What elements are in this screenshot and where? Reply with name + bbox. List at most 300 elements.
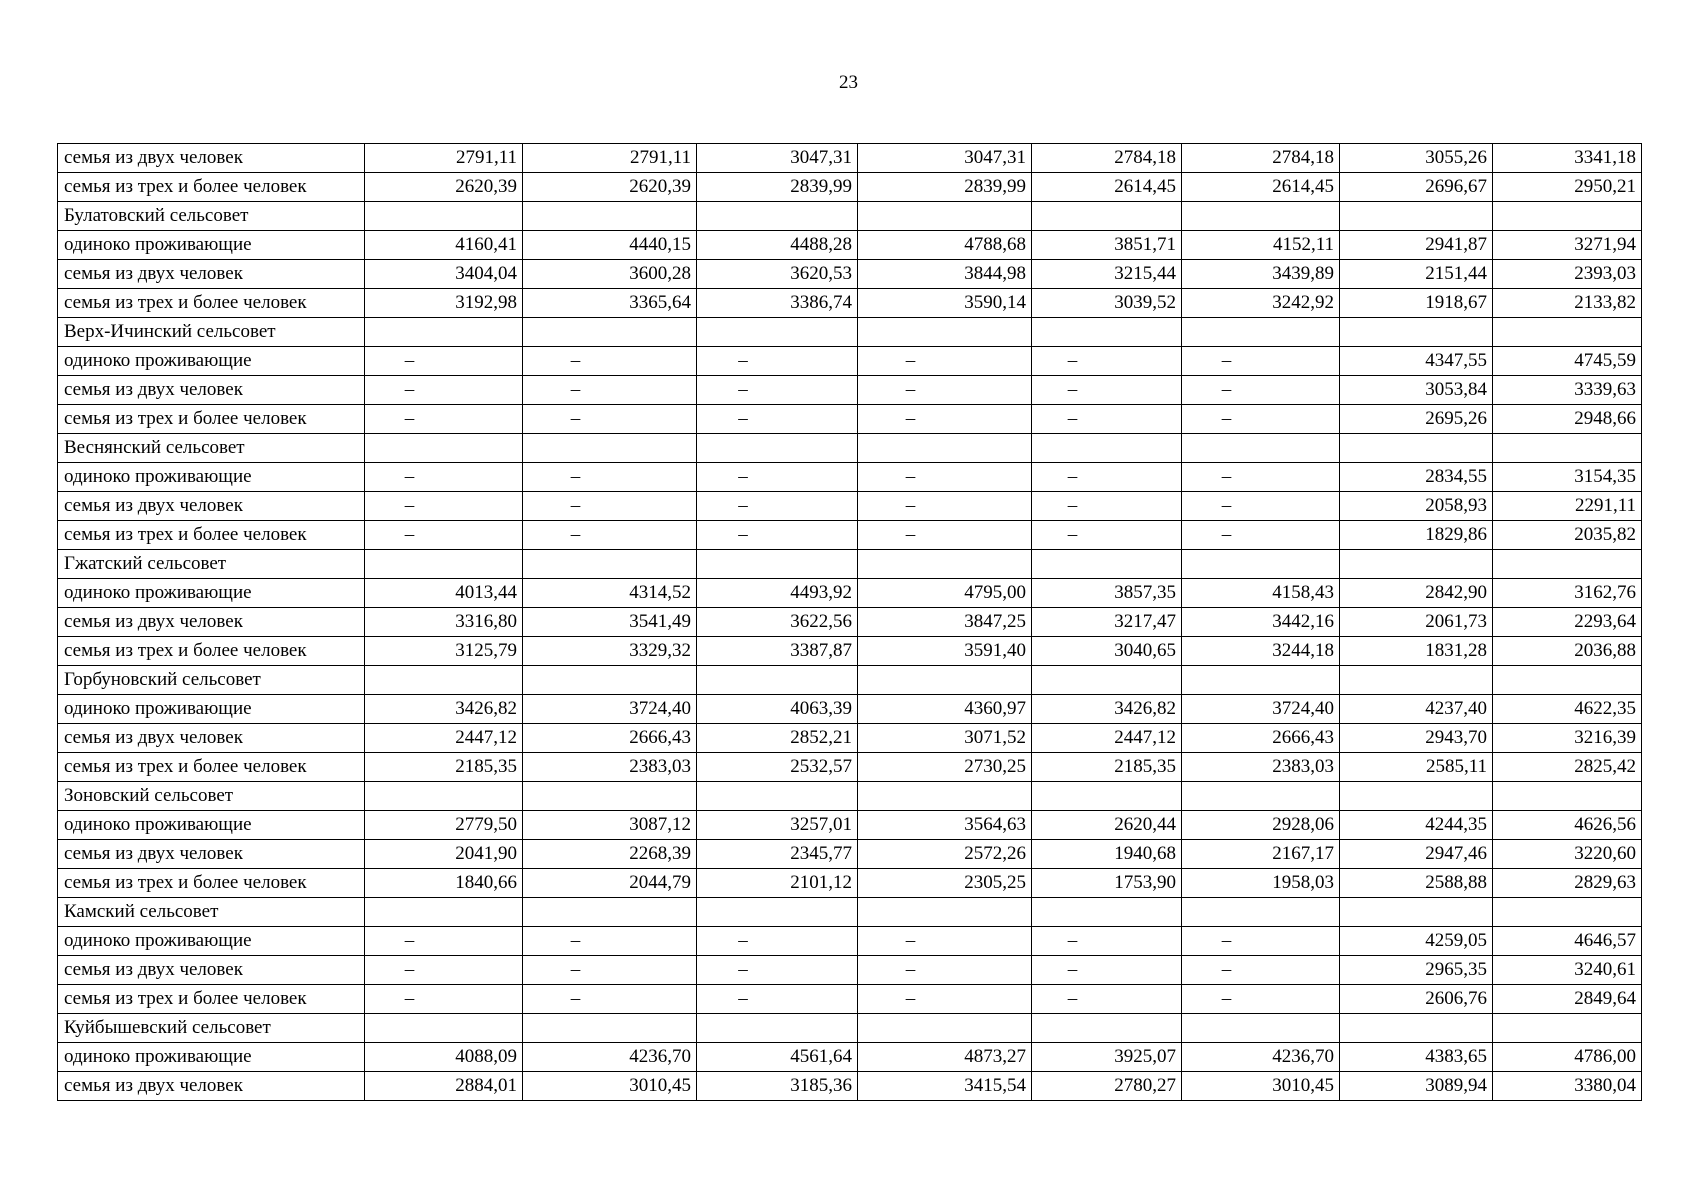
dash-mark: – [1221, 930, 1232, 951]
value-cell: 4646,57 [1493, 927, 1642, 956]
empty-value-cell [697, 985, 858, 1014]
blank-cell [523, 898, 697, 927]
value-cell: 4013,44 [365, 579, 523, 608]
section-row [58, 898, 1642, 927]
value-cell: 2943,70 [1340, 724, 1493, 753]
dash-mark: – [738, 930, 748, 951]
value-cell: 3600,28 [523, 260, 697, 289]
tariff-table [57, 143, 1642, 1101]
table-row [58, 840, 1642, 869]
empty-value-cell [523, 463, 697, 492]
value-cell: 3010,45 [1182, 1072, 1340, 1101]
row-label-cell: одиноко проживающие [58, 463, 365, 492]
dash-mark: – [404, 495, 415, 516]
dash-mark: – [404, 988, 415, 1009]
empty-value-cell [1182, 521, 1340, 550]
value-cell: 4158,43 [1182, 579, 1340, 608]
row-label-cell: семья из трех и более человек [58, 753, 365, 782]
dash-mark: – [1067, 466, 1078, 487]
value-cell: 3217,47 [1032, 608, 1182, 637]
value-cell: 2829,63 [1493, 869, 1642, 898]
empty-value-cell [523, 376, 697, 405]
table-row [58, 753, 1642, 782]
table-row [58, 521, 1642, 550]
table-row [58, 695, 1642, 724]
row-label-cell: семья из трех и более человек [58, 405, 365, 434]
value-cell: 3244,18 [1182, 637, 1340, 666]
empty-value-cell [1032, 492, 1182, 521]
dash-mark: – [738, 988, 748, 1009]
table-row [58, 579, 1642, 608]
value-cell: 2447,12 [365, 724, 523, 753]
dash-mark: – [738, 466, 748, 487]
blank-cell [858, 434, 1032, 463]
value-cell: 3851,71 [1032, 231, 1182, 260]
value-cell: 2614,45 [1032, 173, 1182, 202]
empty-value-cell [858, 376, 1032, 405]
value-cell: 3055,26 [1340, 144, 1493, 173]
value-cell: 2730,25 [858, 753, 1032, 782]
blank-cell [1340, 666, 1493, 695]
value-cell: 1958,03 [1182, 869, 1340, 898]
value-cell: 4063,39 [697, 695, 858, 724]
blank-cell [523, 1014, 697, 1043]
value-cell: 2572,26 [858, 840, 1032, 869]
row-label-cell: одиноко проживающие [58, 811, 365, 840]
value-cell: 4488,28 [697, 231, 858, 260]
value-cell: 2842,90 [1340, 579, 1493, 608]
value-cell: 3442,16 [1182, 608, 1340, 637]
blank-cell [1182, 1014, 1340, 1043]
value-cell: 3541,49 [523, 608, 697, 637]
value-cell: 2532,57 [697, 753, 858, 782]
value-cell: 2884,01 [365, 1072, 523, 1101]
dash-mark: – [1067, 408, 1078, 429]
blank-cell [523, 318, 697, 347]
table-row [58, 376, 1642, 405]
value-cell: 2588,88 [1340, 869, 1493, 898]
value-cell: 3387,87 [697, 637, 858, 666]
empty-value-cell [697, 492, 858, 521]
value-cell: 3365,64 [523, 289, 697, 318]
value-cell: 4786,00 [1493, 1043, 1642, 1072]
value-cell: 4088,09 [365, 1043, 523, 1072]
section-title-cell: Куйбышевский сельсовет [58, 1014, 365, 1043]
value-cell: 3426,82 [365, 695, 523, 724]
dash-mark: – [905, 930, 916, 951]
value-cell: 2791,11 [365, 144, 523, 173]
value-cell: 3857,35 [1032, 579, 1182, 608]
table-row [58, 724, 1642, 753]
value-cell: 3847,25 [858, 608, 1032, 637]
dash-mark: – [570, 959, 581, 980]
value-cell: 2035,82 [1493, 521, 1642, 550]
value-cell: 3220,60 [1493, 840, 1642, 869]
blank-cell [697, 666, 858, 695]
value-cell: 2614,45 [1182, 173, 1340, 202]
dash-mark: – [404, 379, 415, 400]
value-cell: 2666,43 [1182, 724, 1340, 753]
value-cell: 4236,70 [1182, 1043, 1340, 1072]
value-cell: 3620,53 [697, 260, 858, 289]
value-cell: 3439,89 [1182, 260, 1340, 289]
value-cell: 4873,27 [858, 1043, 1032, 1072]
empty-value-cell [365, 463, 523, 492]
blank-cell [1182, 666, 1340, 695]
value-cell: 3339,63 [1493, 376, 1642, 405]
dash-mark: – [738, 379, 748, 400]
value-cell: 3240,61 [1493, 956, 1642, 985]
empty-value-cell [365, 347, 523, 376]
value-cell: 2447,12 [1032, 724, 1182, 753]
blank-cell [697, 550, 858, 579]
blank-cell [1182, 318, 1340, 347]
blank-cell [1493, 434, 1642, 463]
row-label-cell: семья из трех и более человек [58, 637, 365, 666]
value-cell: 1831,28 [1340, 637, 1493, 666]
empty-value-cell [697, 927, 858, 956]
value-cell: 2620,44 [1032, 811, 1182, 840]
dash-mark: – [905, 959, 916, 980]
value-cell: 2305,25 [858, 869, 1032, 898]
row-label-cell: семья из трех и более человек [58, 173, 365, 202]
table-row [58, 231, 1642, 260]
value-cell: 4259,05 [1340, 927, 1493, 956]
empty-value-cell [1032, 405, 1182, 434]
value-cell: 2620,39 [365, 173, 523, 202]
row-label-cell: семья из двух человек [58, 1072, 365, 1101]
value-cell: 2293,64 [1493, 608, 1642, 637]
table-row [58, 260, 1642, 289]
row-label-cell: семья из трех и более человек [58, 521, 365, 550]
section-title-cell: Горбуновский сельсовет [58, 666, 365, 695]
value-cell: 3047,31 [858, 144, 1032, 173]
value-cell: 4236,70 [523, 1043, 697, 1072]
blank-cell [1182, 434, 1340, 463]
empty-value-cell [365, 492, 523, 521]
value-cell: 2780,27 [1032, 1072, 1182, 1101]
blank-cell [697, 434, 858, 463]
value-cell: 2393,03 [1493, 260, 1642, 289]
dash-mark: – [738, 959, 748, 980]
blank-cell [1032, 898, 1182, 927]
value-cell: 2061,73 [1340, 608, 1493, 637]
empty-value-cell [1182, 405, 1340, 434]
dash-mark: – [570, 988, 581, 1009]
value-cell: 2606,76 [1340, 985, 1493, 1014]
value-cell: 3590,14 [858, 289, 1032, 318]
table-row [58, 405, 1642, 434]
dash-mark: – [570, 408, 581, 429]
dash-mark: – [1221, 988, 1232, 1009]
dash-mark: – [404, 350, 415, 371]
table-row [58, 985, 1642, 1014]
section-title-cell: Булатовский сельсовет [58, 202, 365, 231]
dash-mark: – [1221, 408, 1232, 429]
blank-cell [1182, 550, 1340, 579]
empty-value-cell [1182, 927, 1340, 956]
dash-mark: – [738, 408, 748, 429]
value-cell: 2151,44 [1340, 260, 1493, 289]
empty-value-cell [365, 376, 523, 405]
empty-value-cell [523, 492, 697, 521]
dash-mark: – [570, 466, 581, 487]
empty-value-cell [523, 347, 697, 376]
value-cell: 3380,04 [1493, 1072, 1642, 1101]
empty-value-cell [1182, 347, 1340, 376]
value-cell: 2167,17 [1182, 840, 1340, 869]
row-label-cell: семья из двух человек [58, 260, 365, 289]
row-label-cell: семья из двух человек [58, 492, 365, 521]
dash-mark: – [905, 988, 916, 1009]
value-cell: 3215,44 [1032, 260, 1182, 289]
row-label-cell: одиноко проживающие [58, 927, 365, 956]
value-cell: 3271,94 [1493, 231, 1642, 260]
value-cell: 3185,36 [697, 1072, 858, 1101]
empty-value-cell [1032, 956, 1182, 985]
value-cell: 3010,45 [523, 1072, 697, 1101]
blank-cell [365, 550, 523, 579]
table-row [58, 347, 1642, 376]
section-row [58, 666, 1642, 695]
row-label-cell: одиноко проживающие [58, 347, 365, 376]
value-cell: 3386,74 [697, 289, 858, 318]
value-cell: 2291,11 [1493, 492, 1642, 521]
dash-mark: – [570, 930, 581, 951]
value-cell: 2383,03 [523, 753, 697, 782]
section-title-cell: Верх-Ичинский сельсовет [58, 318, 365, 347]
blank-cell [1182, 898, 1340, 927]
blank-cell [1032, 782, 1182, 811]
empty-value-cell [1032, 376, 1182, 405]
blank-cell [523, 782, 697, 811]
value-cell: 2345,77 [697, 840, 858, 869]
value-cell: 2041,90 [365, 840, 523, 869]
empty-value-cell [1182, 463, 1340, 492]
value-cell: 2950,21 [1493, 173, 1642, 202]
dash-mark: – [404, 959, 415, 980]
section-row [58, 202, 1642, 231]
blank-cell [1032, 666, 1182, 695]
dash-mark: – [1221, 495, 1232, 516]
dash-mark: – [404, 930, 415, 951]
blank-cell [1032, 318, 1182, 347]
empty-value-cell [697, 521, 858, 550]
value-cell: 2101,12 [697, 869, 858, 898]
value-cell: 3071,52 [858, 724, 1032, 753]
blank-cell [1340, 202, 1493, 231]
value-cell: 3591,40 [858, 637, 1032, 666]
value-cell: 4440,15 [523, 231, 697, 260]
value-cell: 4745,59 [1493, 347, 1642, 376]
blank-cell [1340, 434, 1493, 463]
value-cell: 2852,21 [697, 724, 858, 753]
row-label-cell: семья из двух человек [58, 608, 365, 637]
value-cell: 3415,54 [858, 1072, 1032, 1101]
value-cell: 2928,06 [1182, 811, 1340, 840]
empty-value-cell [365, 927, 523, 956]
value-cell: 3341,18 [1493, 144, 1642, 173]
value-cell: 2948,66 [1493, 405, 1642, 434]
blank-cell [365, 434, 523, 463]
value-cell: 2779,50 [365, 811, 523, 840]
value-cell: 2185,35 [1032, 753, 1182, 782]
page-number: 23 [839, 72, 858, 93]
section-title-cell: Камский сельсовет [58, 898, 365, 927]
value-cell: 4152,11 [1182, 231, 1340, 260]
value-cell: 3724,40 [1182, 695, 1340, 724]
value-cell: 2268,39 [523, 840, 697, 869]
value-cell: 2044,79 [523, 869, 697, 898]
table-row [58, 173, 1642, 202]
blank-cell [1340, 1014, 1493, 1043]
table-row [58, 492, 1642, 521]
empty-value-cell [1182, 376, 1340, 405]
row-label-cell: семья из двух человек [58, 376, 365, 405]
empty-value-cell [1032, 521, 1182, 550]
value-cell: 1829,86 [1340, 521, 1493, 550]
value-cell: 4788,68 [858, 231, 1032, 260]
empty-value-cell [523, 985, 697, 1014]
dash-mark: – [1221, 350, 1232, 371]
dash-mark: – [570, 524, 581, 545]
blank-cell [1182, 202, 1340, 231]
value-cell: 4244,35 [1340, 811, 1493, 840]
value-cell: 3316,80 [365, 608, 523, 637]
value-cell: 4383,65 [1340, 1043, 1493, 1072]
blank-cell [1340, 782, 1493, 811]
blank-cell [1340, 550, 1493, 579]
empty-value-cell [365, 405, 523, 434]
section-title-cell: Веснянский сельсовет [58, 434, 365, 463]
dash-mark: – [1067, 930, 1078, 951]
blank-cell [1493, 782, 1642, 811]
dash-mark: – [1067, 379, 1078, 400]
value-cell: 3242,92 [1182, 289, 1340, 318]
empty-value-cell [1032, 463, 1182, 492]
table-body [58, 144, 1642, 1101]
dash-mark: – [1221, 524, 1232, 545]
value-cell: 3622,56 [697, 608, 858, 637]
value-cell: 2133,82 [1493, 289, 1642, 318]
blank-cell [1493, 666, 1642, 695]
value-cell: 3564,63 [858, 811, 1032, 840]
empty-value-cell [365, 521, 523, 550]
row-label-cell: одиноко проживающие [58, 1043, 365, 1072]
blank-cell [365, 666, 523, 695]
blank-cell [365, 898, 523, 927]
dash-mark: – [1067, 350, 1078, 371]
blank-cell [858, 666, 1032, 695]
value-cell: 1918,67 [1340, 289, 1493, 318]
dash-mark: – [404, 524, 415, 545]
table-row [58, 869, 1642, 898]
blank-cell [523, 434, 697, 463]
blank-cell [1182, 782, 1340, 811]
blank-cell [697, 202, 858, 231]
empty-value-cell [858, 956, 1032, 985]
dash-mark: – [1067, 524, 1078, 545]
row-label-cell: одиноко проживающие [58, 231, 365, 260]
value-cell: 3329,32 [523, 637, 697, 666]
value-cell: 2947,46 [1340, 840, 1493, 869]
blank-cell [523, 550, 697, 579]
dash-mark: – [1221, 959, 1232, 980]
dash-mark: – [905, 466, 916, 487]
empty-value-cell [365, 985, 523, 1014]
value-cell: 1753,90 [1032, 869, 1182, 898]
row-label-cell: семья из двух человек [58, 840, 365, 869]
section-title-cell: Гжатский сельсовет [58, 550, 365, 579]
row-label-cell: семья из двух человек [58, 956, 365, 985]
empty-value-cell [1032, 347, 1182, 376]
empty-value-cell [858, 347, 1032, 376]
value-cell: 2620,39 [523, 173, 697, 202]
blank-cell [697, 318, 858, 347]
dash-mark: – [570, 495, 581, 516]
empty-value-cell [1032, 985, 1182, 1014]
blank-cell [1493, 1014, 1642, 1043]
value-cell: 3154,35 [1493, 463, 1642, 492]
value-cell: 3040,65 [1032, 637, 1182, 666]
blank-cell [1340, 318, 1493, 347]
dash-mark: – [570, 350, 581, 371]
empty-value-cell [697, 405, 858, 434]
value-cell: 2839,99 [697, 173, 858, 202]
value-cell: 3087,12 [523, 811, 697, 840]
empty-value-cell [697, 376, 858, 405]
empty-value-cell [1182, 956, 1340, 985]
blank-cell [697, 898, 858, 927]
value-cell: 3039,52 [1032, 289, 1182, 318]
value-cell: 3053,84 [1340, 376, 1493, 405]
dash-mark: – [404, 408, 415, 429]
empty-value-cell [697, 463, 858, 492]
row-label-cell: семья из трех и более человек [58, 869, 365, 898]
value-cell: 4314,52 [523, 579, 697, 608]
dash-mark: – [905, 408, 916, 429]
empty-value-cell [697, 956, 858, 985]
value-cell: 4360,97 [858, 695, 1032, 724]
table-row [58, 463, 1642, 492]
empty-value-cell [858, 492, 1032, 521]
dash-mark: – [738, 495, 748, 516]
blank-cell [523, 666, 697, 695]
empty-value-cell [1182, 492, 1340, 521]
table-row [58, 144, 1642, 173]
table-row [58, 1072, 1642, 1101]
value-cell: 4237,40 [1340, 695, 1493, 724]
value-cell: 2666,43 [523, 724, 697, 753]
dash-mark: – [738, 524, 748, 545]
section-row [58, 1014, 1642, 1043]
value-cell: 4795,00 [858, 579, 1032, 608]
value-cell: 2839,99 [858, 173, 1032, 202]
dash-mark: – [1067, 959, 1078, 980]
dash-mark: – [905, 524, 916, 545]
row-label-cell: одиноко проживающие [58, 695, 365, 724]
value-cell: 3844,98 [858, 260, 1032, 289]
empty-value-cell [365, 956, 523, 985]
empty-value-cell [697, 347, 858, 376]
table-row [58, 811, 1642, 840]
value-cell: 2585,11 [1340, 753, 1493, 782]
blank-cell [697, 782, 858, 811]
row-label-cell: семья из трех и более человек [58, 289, 365, 318]
value-cell: 2849,64 [1493, 985, 1642, 1014]
value-cell: 4347,55 [1340, 347, 1493, 376]
empty-value-cell [1032, 927, 1182, 956]
